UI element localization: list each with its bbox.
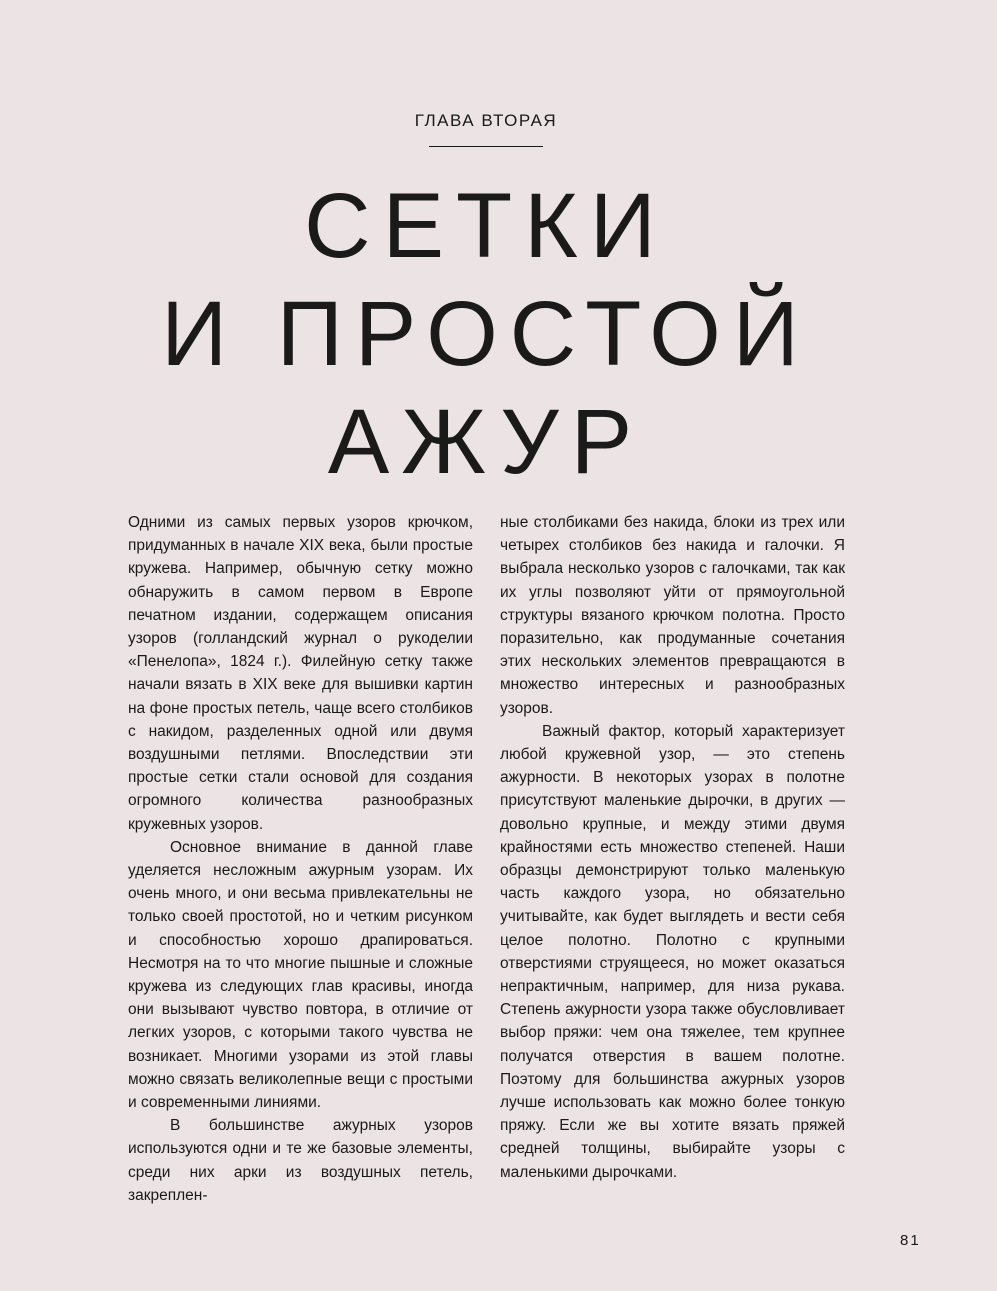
page-number: 81 [900,1232,921,1249]
paragraph: Одними из самых первых узоров крючком, придуманных в начале XIX века, были простые кружева. Например, обычную сетку можно обнаружить в самом первом в Европе печатном издании, содержащем описания узоров (голландский журнал о рукоделии «Пенелопа», 1824 г.). Филейную сетку также начали вязать в XIX веке для вышивки картин на фоне простых петель, чаще всего столбиков с накидом, разделенных одной или двумя воздушными петлями. Впоследствии эти простые сетки стали основой для создания огромного количества разнообразных кружевных узоров. [128,514,473,833]
title-line-1: СЕТКИ [304,175,668,277]
paragraph: Важный фактор, который характеризует любой кружевной узор, — это степень ажурности. В некоторых узорах в полотне присутствуют маленькие дырочки, в других — довольно крупные, и между этими двумя крайностями есть множество степеней. Наши образцы демонстрируют только маленькую часть каждого узора, но обязательно учитывайте, как будет выглядеть и вести себя целое полотно. Полотно с крупными отверстиями струящееся, но может оказаться непрактичным, например, для низа рукава. Степень ажурности узора также обусловливает выбор пряжи: чем она тяжелее, тем крупнее получатся отверстия в вашем полотне. Поэтому для большинства ажурных узоров лучше использовать как можно более тонкую пряжу. Если же вы хотите вязать пряжей средней толщины, выбирайте узоры с маленькими дырочками. [500,722,845,1181]
title-line-2: И ПРОСТОЙ [161,283,811,385]
paragraph: В большинстве ажурных узоров используются одни и те же базовые элементы, среди них арки из воздушных петель, закреплен- [128,1117,473,1204]
chapter-title [0,172,972,496]
left-text-column [128,511,473,1207]
paragraph: Основное внимание в данной главе уделяется несложным ажурным узорам. Их очень много, и они весьма привлекательны не только своей простотой, но и четким рисунком и способностью хорошо драпироваться. Несмотря на то что многие пышные и сложные кружева из следующих глав красивы, иногда они вызывают чувство повтора, в отличие от легких узоров, с которыми такого чувства не возникает. Многими узорами из этой главы можно связать великолепные вещи с простыми и современными линиями. [128,838,473,1112]
chapter-label: ГЛАВА ВТОРАЯ [414,111,558,130]
title-line-3: АЖУР [327,391,645,493]
chapter-divider [429,146,543,147]
right-text-column [500,511,845,1184]
paragraph: ные столбиками без накида, блоки из трех или четырех столбиков без накида и галочки. Я выбрала несколько узоров с галочками, так как их углы позволяют уйти от прямоугольной структуры вязаного крючком полотна. Просто поразительно, как продуманные сочетания этих нескольких элементов превращаются в множество интересных и разнообразных узоров. [500,514,845,717]
